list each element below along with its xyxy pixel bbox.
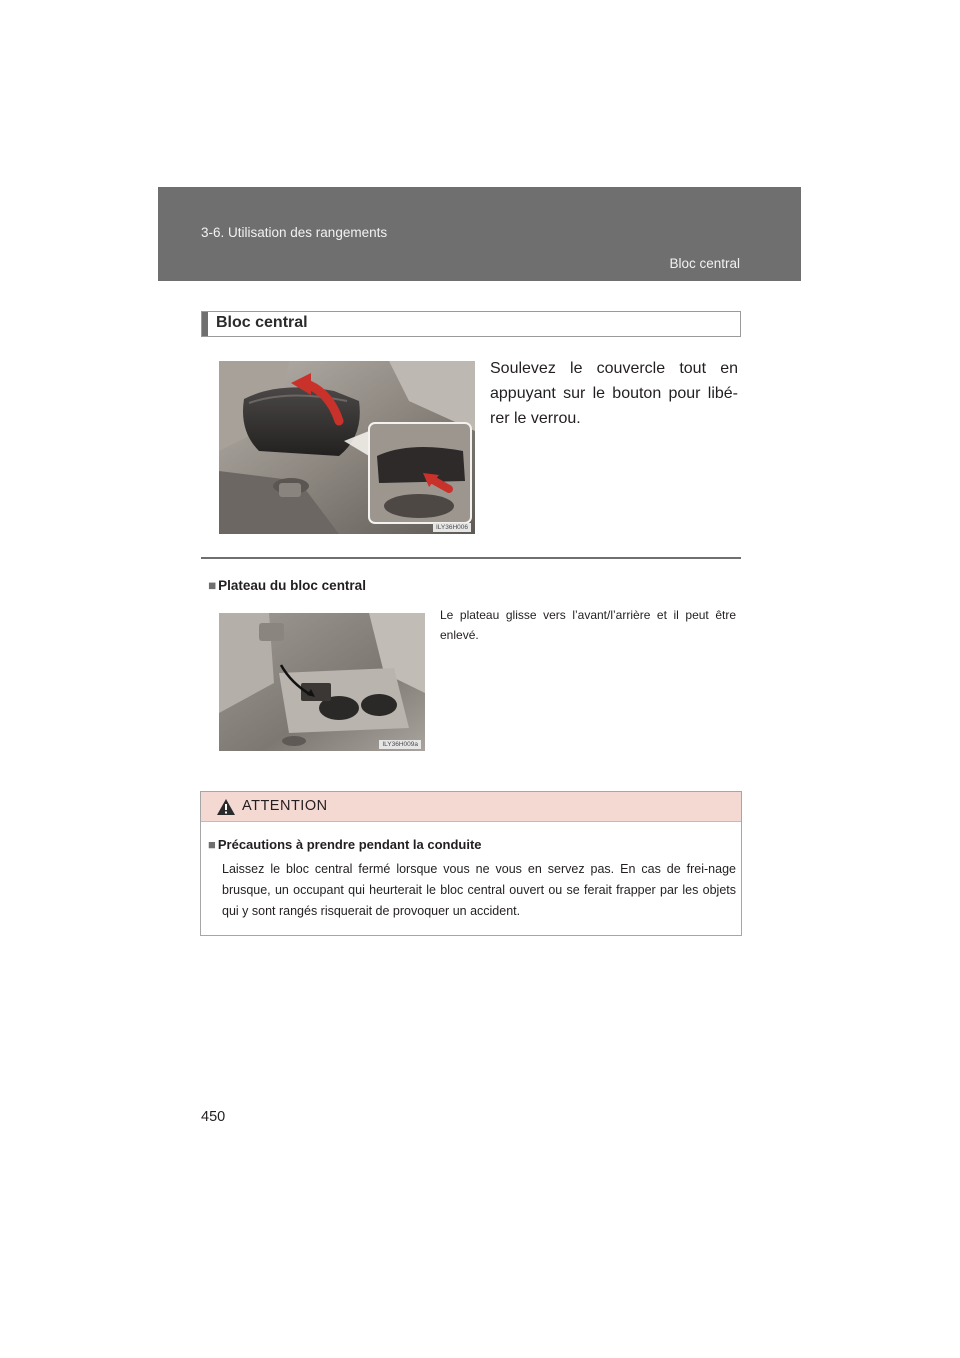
figure-code: ILY36H009a (379, 740, 421, 749)
main-instruction: Soulevez le couvercle tout en appuyant sur le bouton pour libé-rer le verrou. (490, 360, 738, 427)
page-number: 450 (201, 1109, 226, 1125)
title-accent-bar (202, 312, 208, 336)
warning-subtitle: Précautions à prendre pendant la conduite (217, 837, 482, 852)
tray-illustration (219, 613, 425, 751)
page-header (158, 187, 801, 281)
section-divider (201, 557, 741, 559)
section-title: Bloc central (216, 314, 308, 331)
figure-console-tray (219, 613, 425, 751)
section-topic: Bloc central (669, 256, 740, 271)
section-title-box (201, 311, 741, 337)
figure-armrest-lid (219, 361, 475, 534)
warning-body: Laissez le bloc central fermé lorsque vous ne vous en servez pas. En cas de frei-nage brusque, un occupant qui heurterait le bloc central ouvert ou se ferait frapper par les objets qui y sont rangés risquerait de provoquer un accident. (222, 862, 736, 918)
figure-code: ILY36H006 (433, 523, 471, 532)
bullet-square-icon: ■ (208, 578, 217, 593)
warning-header (201, 792, 741, 822)
warning-triangle-icon (216, 798, 236, 816)
warning-box (200, 791, 742, 936)
armrest-illustration (219, 361, 475, 534)
subsection-heading (208, 578, 366, 593)
warning-subheading (208, 837, 482, 852)
subsection-text: Le plateau glisse vers l’avant/l’arrière et il peut être enlevé. (440, 608, 736, 642)
subsection-title: Plateau du bloc central (218, 578, 366, 593)
warning-title: ATTENTION (242, 798, 328, 814)
section-breadcrumb: 3-6. Utilisation des rangements (201, 225, 388, 240)
bullet-square-icon: ■ (208, 837, 216, 852)
